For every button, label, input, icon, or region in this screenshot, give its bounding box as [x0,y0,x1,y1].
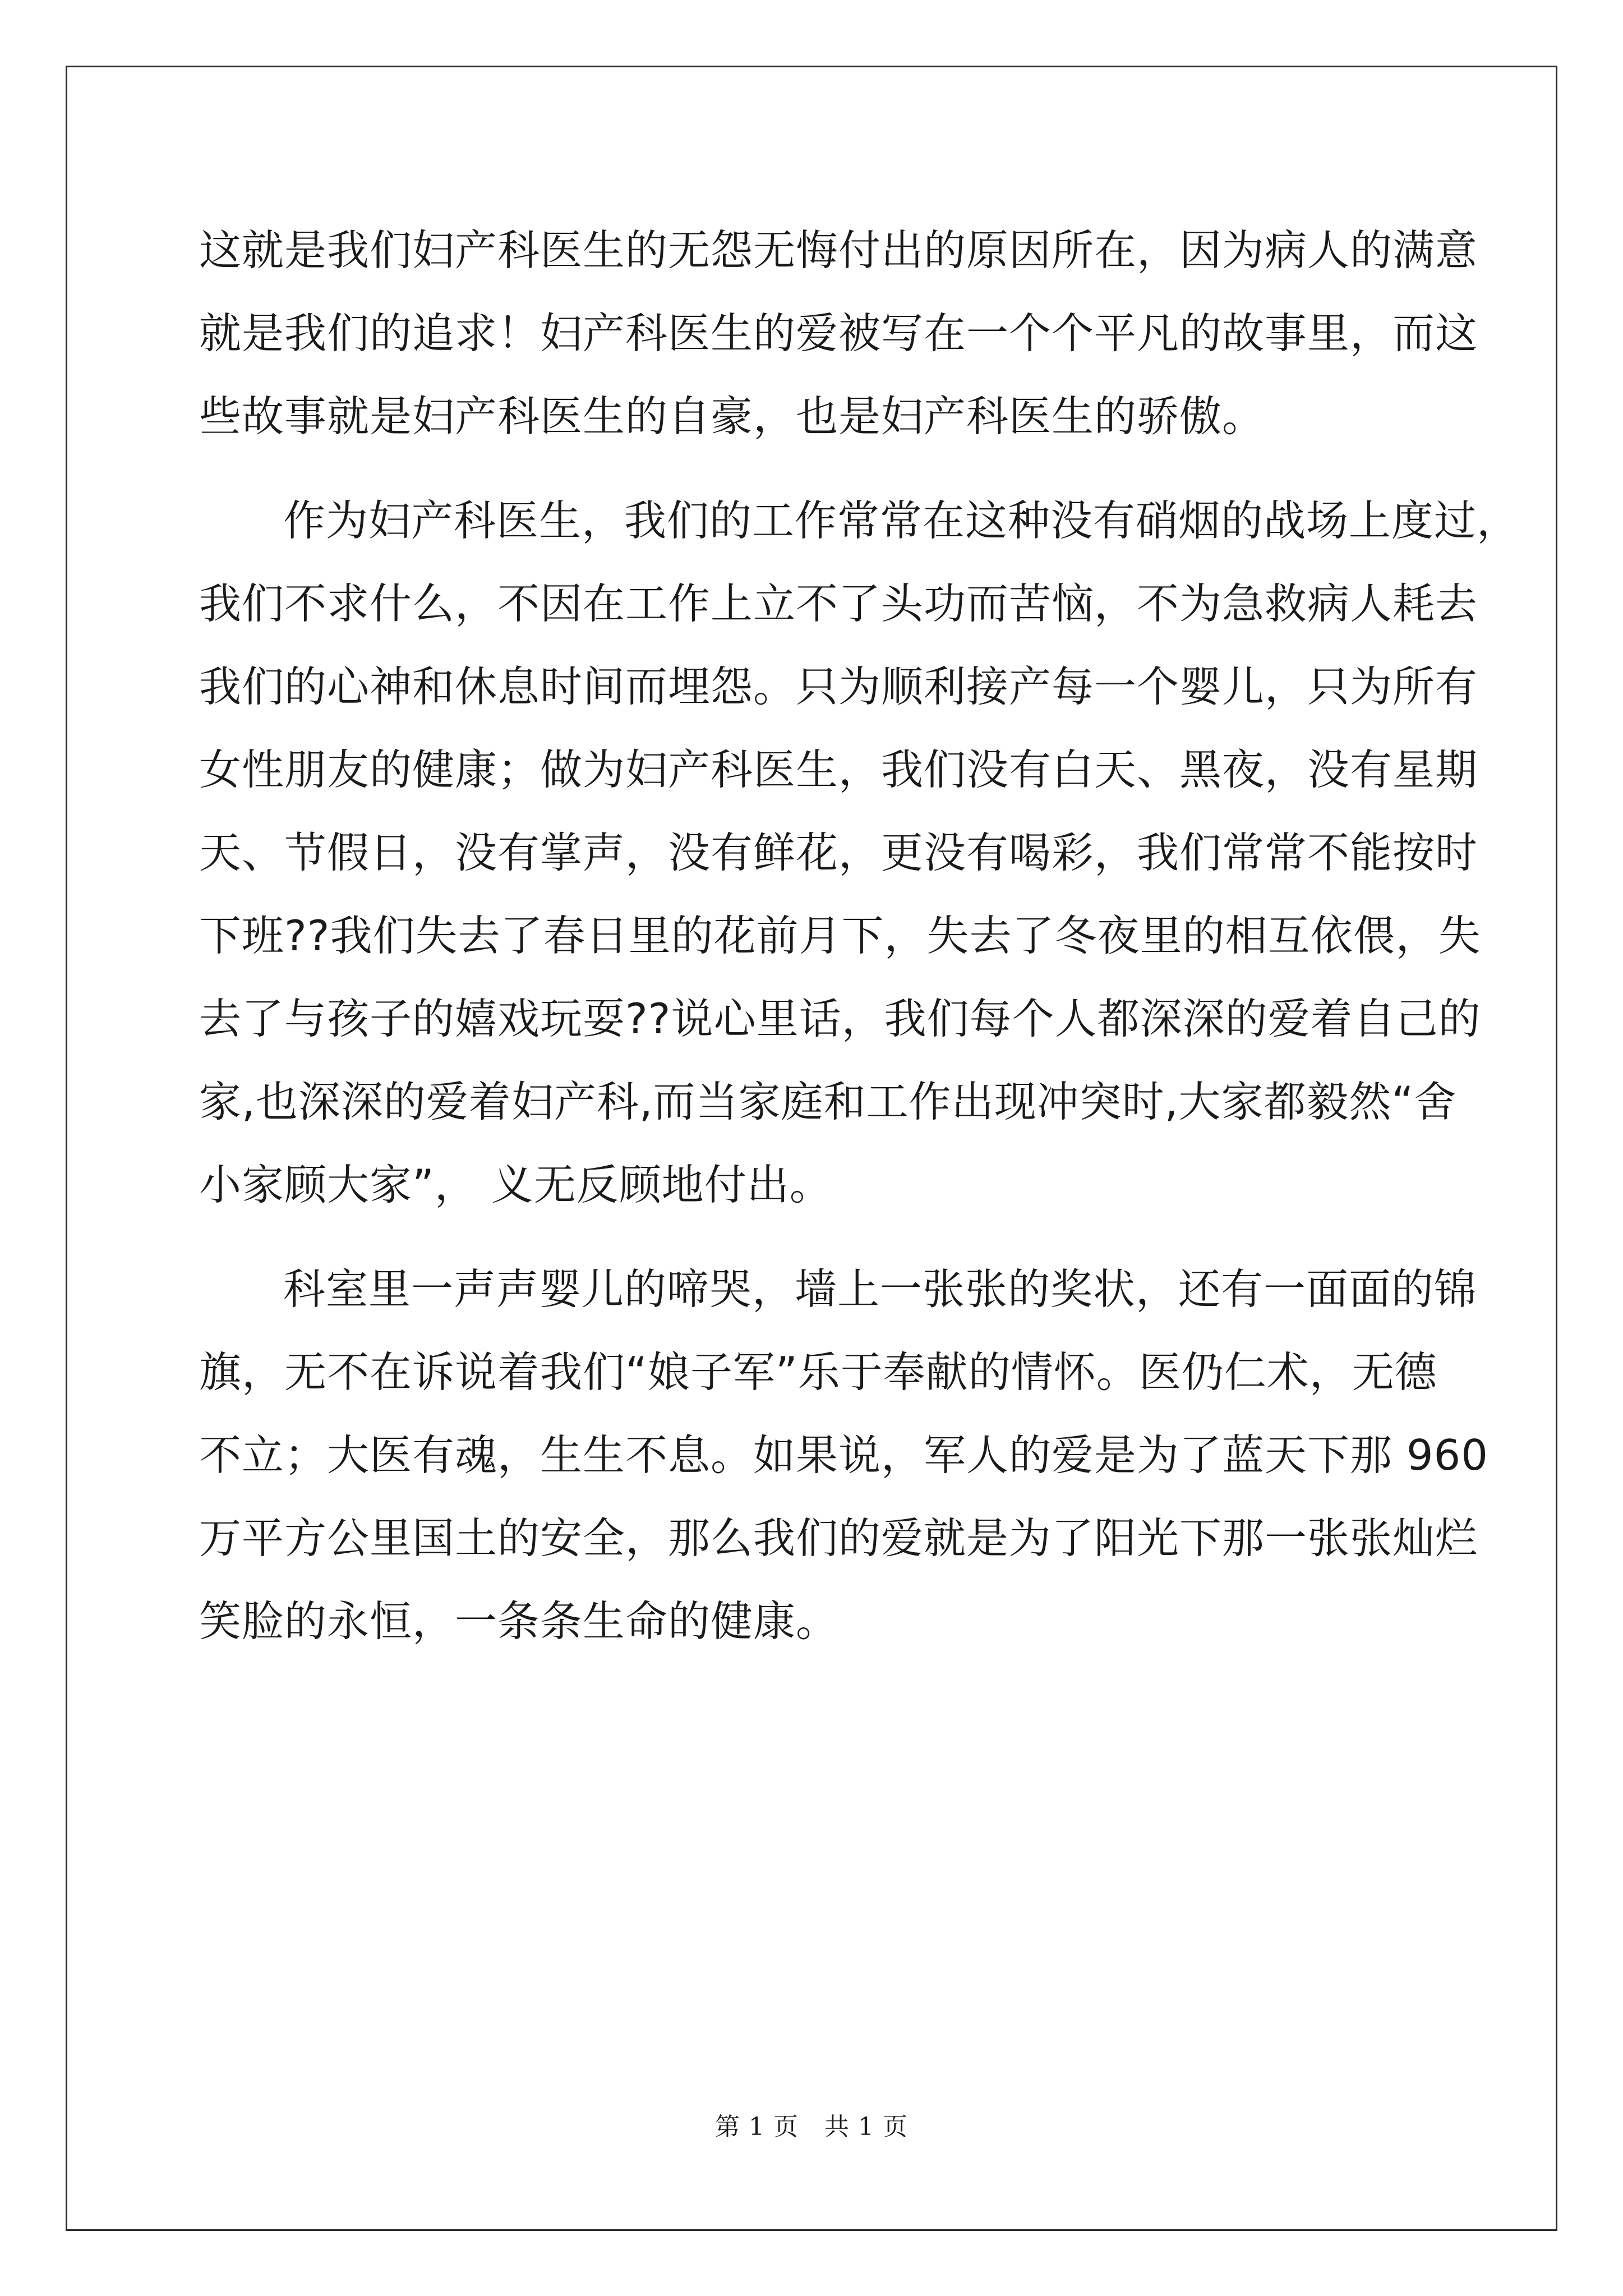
page-number: 第 1 页 [715,2113,799,2141]
text-line: 下班??我们失去了春日里的花前月下，失去了冬夜里的相互依偎，失 [199,911,1481,960]
text-line: 旗，无不在诉说着我们“娘子军”乐于奉献的情怀。医仍仁术，无德 [199,1347,1437,1397]
text-line: 作为妇产科医生，我们的工作常常在这种没有硝烟的战场上度过， [283,496,1520,545]
text-line: 小家顾大家”， 义无反顾地付出。 [199,1160,832,1209]
text-line: 万平方公里国土的安全，那么我们的爱就是为了阳光下那一张张灿烂 [199,1513,1478,1563]
text-line: 我们的心神和休息时间而埋怨。只为顺利接产每一个婴儿，只为所有 [199,662,1478,711]
page-total: 共 1 页 [824,2113,908,2141]
text-line: 些故事就是妇产科医生的自豪，也是妇产科医生的骄傲。 [199,392,1265,441]
text-line: 就是我们的追求！妇产科医生的爱被写在一个个平凡的故事里，而这 [199,309,1478,358]
text-line: 这就是我们妇产科医生的无怨无悔付出的原因所在，因为病人的满意 [199,226,1478,275]
text-line: 我们不求什么，不因在工作上立不了头功而苦恼，不为急救病人耗去 [199,579,1478,628]
document-body [199,209,1520,1663]
text-line: 天、节假日，没有掌声，没有鲜花，更没有喝彩，我们常常不能按时 [199,828,1478,877]
text-line: 家,也深深的爱着妇产科,而当家庭和工作出现冲突时,大家都毅然“舍 [199,1077,1457,1126]
text-line: 笑脸的永恒，一条条生命的健康。 [199,1596,839,1646]
page-footer [0,2106,1623,2142]
text-line: 不立；大医有魂，生生不息。如果说，军人的爱是为了蓝天下那 960 [199,1430,1488,1480]
text-line: 女性朋友的健康；做为妇产科医生，我们没有白天、黑夜，没有星期 [199,745,1478,794]
text-line: 科室里一声声婴儿的啼哭，墙上一张张的奖状，还有一面面的锦 [283,1264,1477,1314]
text-line: 去了与孩子的嬉戏玩耍??说心里话，我们每个人都深深的爱着自己的 [199,994,1481,1043]
